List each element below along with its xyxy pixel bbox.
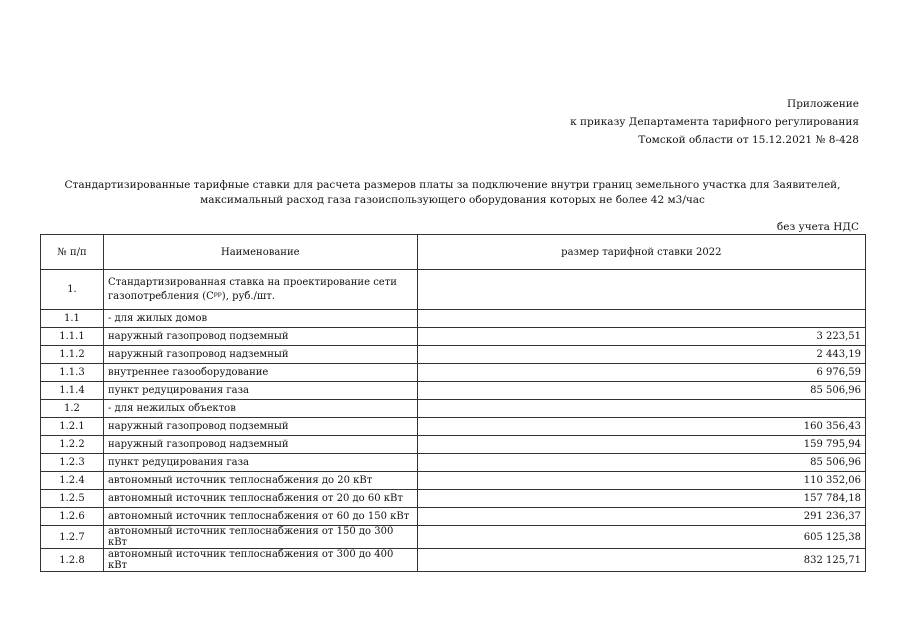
row-value: 85 506,96 [417, 382, 865, 400]
row-num: 1.1.4 [41, 382, 104, 400]
row-value: 291 236,37 [417, 508, 865, 526]
appendix-order-ref: к приказу Департамента тарифного регулирования [570, 116, 859, 128]
group-row [41, 270, 866, 310]
row-value [417, 400, 865, 418]
row-num: 1.1 [41, 310, 104, 328]
row-value: 605 125,38 [417, 526, 865, 549]
table-row [41, 526, 866, 549]
header-value: размер тарифной ставки 2022 [417, 235, 865, 270]
table-header-row [41, 235, 866, 270]
row-num: 1.2.2 [41, 436, 104, 454]
row-name: автономный источник теплоснабжения от 60 до 150 кВт [103, 508, 417, 526]
row-num: 1.1.2 [41, 346, 104, 364]
row-name: наружный газопровод подземный [103, 418, 417, 436]
row-value: 6 976,59 [417, 364, 865, 382]
group-name-line-2: газопотребления (Сᵖᵖ), руб./шт. [107, 290, 275, 302]
row-value: 85 506,96 [417, 454, 865, 472]
group-name [103, 270, 417, 310]
table-row [41, 508, 866, 526]
table-row [41, 310, 866, 328]
table-row [41, 549, 866, 572]
row-name: автономный источник теплоснабжения от 20 до 60 кВт [103, 490, 417, 508]
row-num: 1.2.7 [41, 526, 104, 549]
row-name: наружный газопровод подземный [103, 328, 417, 346]
table-row [41, 436, 866, 454]
table-row [41, 382, 866, 400]
row-num: 1.2.4 [41, 472, 104, 490]
header-name: Наименование [103, 235, 417, 270]
row-num: 1.1.1 [41, 328, 104, 346]
row-value: 3 223,51 [417, 328, 865, 346]
heading-line-2: максимальный расход газа газоиспользующего оборудования которых не более 42 м3/час [200, 194, 705, 206]
appendix-block [570, 95, 859, 149]
row-num: 1.2 [41, 400, 104, 418]
appendix-order-date: Томской области от 15.12.2021 № 8-428 [638, 134, 859, 146]
table-row [41, 346, 866, 364]
table-row [41, 490, 866, 508]
row-name: автономный источник теплоснабжения до 20 кВт [103, 472, 417, 490]
tariff-table [40, 234, 866, 572]
row-value: 832 125,71 [417, 549, 865, 572]
heading-line-1: Стандартизированные тарифные ставки для расчета размеров платы за подключение внутри границ земельного участка для Заявителей, [64, 179, 841, 191]
table-row [41, 364, 866, 382]
row-name: наружный газопровод надземный [103, 346, 417, 364]
row-value: 110 352,06 [417, 472, 865, 490]
row-name: пункт редуцирования газа [103, 454, 417, 472]
row-name: внутреннее газооборудование [103, 364, 417, 382]
row-value: 160 356,43 [417, 418, 865, 436]
group-value [417, 270, 865, 310]
table-row [41, 328, 866, 346]
row-name: автономный источник теплоснабжения от 150 до 300 кВт [103, 526, 417, 549]
row-num: 1.2.8 [41, 549, 104, 572]
row-name: наружный газопровод надземный [103, 436, 417, 454]
row-num: 1.1.3 [41, 364, 104, 382]
row-name: пункт редуцирования газа [103, 382, 417, 400]
group-name-line-1: Стандартизированная ставка на проектирование сети [107, 276, 397, 288]
row-num: 1.2.1 [41, 418, 104, 436]
table-row [41, 472, 866, 490]
row-name: - для нежилых объектов [103, 400, 417, 418]
header-num: № п/п [41, 235, 104, 270]
appendix-title: Приложение [787, 98, 859, 110]
table-row [41, 454, 866, 472]
table-row [41, 418, 866, 436]
row-num: 1.2.3 [41, 454, 104, 472]
row-value [417, 310, 865, 328]
row-name: автономный источник теплоснабжения от 300 до 400 кВт [103, 549, 417, 572]
group-num: 1. [41, 270, 104, 310]
vat-note: без учета НДС [776, 221, 859, 233]
document-heading [40, 178, 865, 208]
row-num: 1.2.6 [41, 508, 104, 526]
row-value: 157 784,18 [417, 490, 865, 508]
table-row [41, 400, 866, 418]
row-value: 159 795,94 [417, 436, 865, 454]
row-value: 2 443,19 [417, 346, 865, 364]
row-num: 1.2.5 [41, 490, 104, 508]
row-name: - для жилых домов [103, 310, 417, 328]
